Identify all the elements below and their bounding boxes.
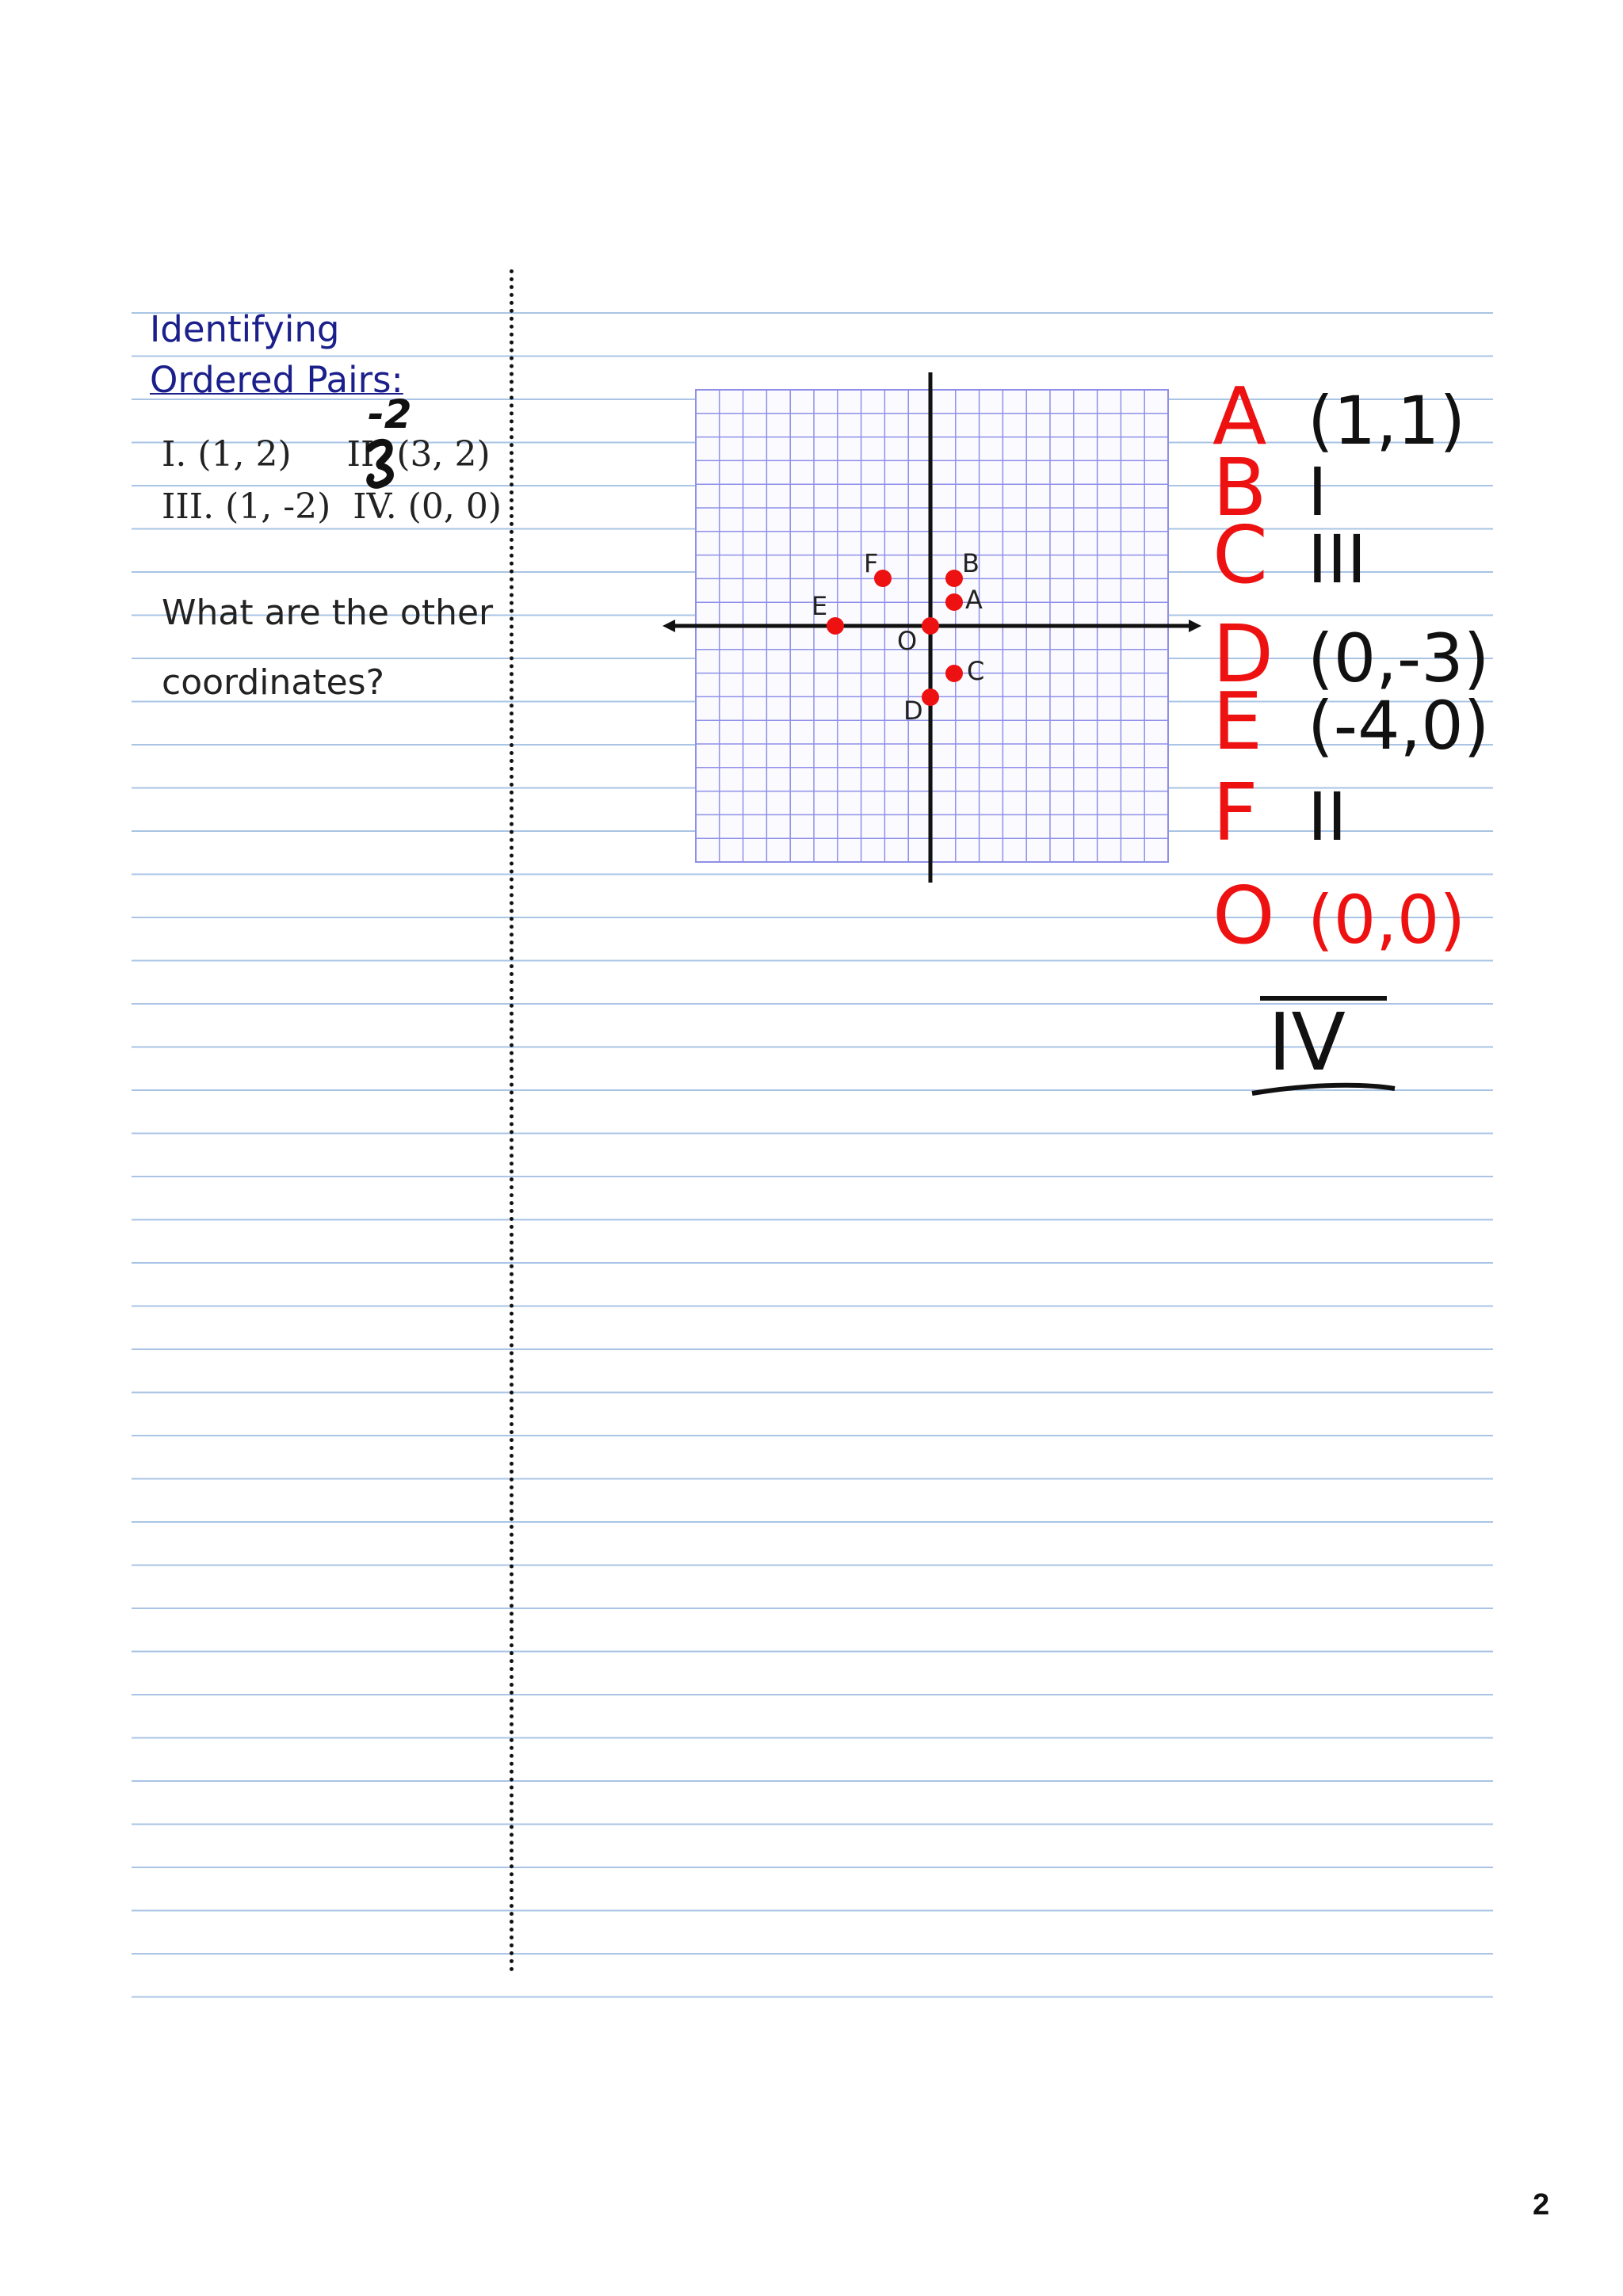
graph-point-B: [945, 570, 963, 587]
handwritten-answers: [1212, 372, 1498, 1133]
graph-point-label-D: D: [903, 696, 923, 726]
answer-letter-A: A: [1212, 372, 1267, 463]
answer-letter-D: D: [1212, 608, 1274, 700]
question-line-1: What are the other: [162, 593, 494, 633]
title-line-2: Ordered Pairs:: [150, 359, 403, 401]
handwritten-correction: [361, 387, 425, 490]
pairs-line-1: I. (1, 2) II. (3, 2): [162, 434, 491, 475]
margin-divider: [510, 269, 514, 1973]
answer-letter-C: C: [1212, 509, 1268, 601]
graph-point-label-E: E: [812, 591, 828, 621]
question-text: [162, 578, 510, 718]
answer-value-D: (0,-3): [1308, 620, 1490, 697]
graph-point-label-A: A: [965, 585, 983, 615]
answer-letter-O: O: [1212, 869, 1275, 962]
answer-value-O: (0,0): [1308, 881, 1466, 959]
answer-extra-IV: IV: [1268, 996, 1346, 1089]
answer-letter-B: B: [1212, 441, 1267, 534]
answer-letter-F: F: [1212, 766, 1258, 859]
x-axis-arrow-right: [1189, 620, 1201, 632]
answer-value-C: III: [1308, 521, 1367, 598]
answer-value-E: (-4,0): [1308, 687, 1490, 765]
answer-value-F: II: [1308, 778, 1347, 856]
question-line-2: coordinates?: [162, 662, 384, 703]
graph-point-label-C: C: [967, 656, 985, 686]
graph-point-label-B: B: [962, 548, 980, 578]
pairs-line-2: III. (1, -2) IV. (0, 0): [162, 486, 502, 527]
graph-point-D: [922, 688, 939, 706]
answer-value-B: I: [1308, 453, 1327, 531]
graph-point-C: [945, 665, 963, 682]
graph-point-label-F: F: [864, 548, 879, 578]
coordinate-graph: [663, 372, 1217, 895]
answer-value-A: (1,1): [1308, 382, 1466, 460]
graph-point-E: [827, 617, 844, 635]
answer-letter-E: E: [1212, 675, 1263, 768]
graph-point-A: [945, 593, 963, 611]
scribble-mark: [369, 442, 391, 485]
title-line-1: Identifying: [150, 308, 340, 350]
correction-text: -2: [368, 391, 412, 437]
graph-point-O: [922, 617, 939, 635]
graph-point-label-O: O: [897, 626, 918, 656]
x-axis-arrow-left: [663, 620, 675, 632]
page-number: 2: [1533, 2188, 1550, 2222]
